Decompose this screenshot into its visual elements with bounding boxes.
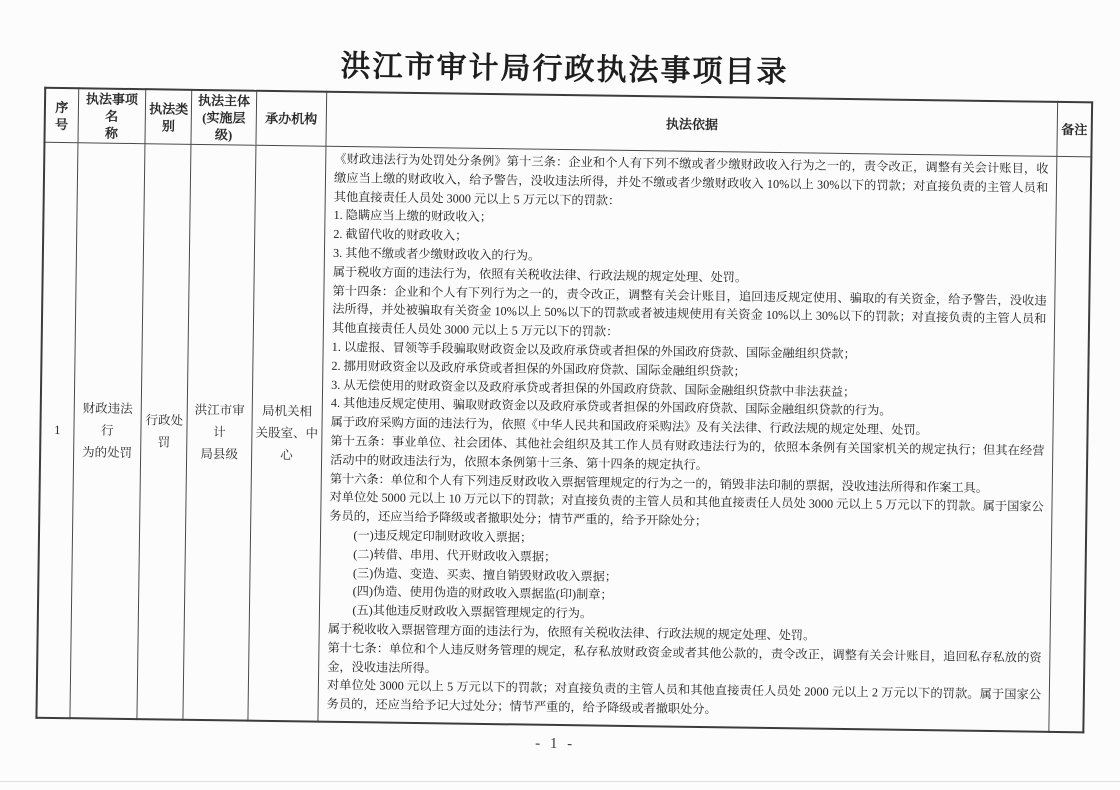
page-number: - 1 - [535,735,576,753]
page-title: 洪江市审计局行政执法事项目录 [340,49,789,90]
cell-remarks [1049,156,1091,732]
cell-subject: 洪江市审计 局县级 [183,144,255,720]
cell-organization: 局机关相 关股室、中 心 [248,145,326,721]
cell-item-name: 财政违法行 为的处罚 [70,143,145,719]
col-header-subject: 执法主体 (实施层级) [191,90,256,145]
scan-edge-artifact [0,781,1120,782]
col-header-category: 执法类 别 [145,89,192,144]
table-row [36,142,1091,732]
cell-legal-basis: 《财政违法行为处罚处分条例》第十三条：企业和个人有下列不缴或者少缴财政收入行为之一的，责令改正，调整有关会计账目，收缴应当上缴的财政收入，给予警告，没收违法所得，并处不缴或者少缴财政收入 10%以上 30%以下的罚款；对直接负责的主管人员和其他直接责任人员处 3000 元以上 5 万元以下的罚款： 1. 隐瞒应当上缴的财政收入； 2. 截留代收的财政收入； 3. 其他不缴或者少缴财政收入的行为。 属于税收方面的违法行为，依照有关税收法律、行政法规的规定处理、处罚。 第十四条：企业和个人有下列行为之一的，责令改正，调整有关会计账目，追回违反规定使用、骗取的有关资金，给予警告，没收违法所得，并处被骗取有关资金 10%以上 50%以下的罚款或者被违规使用有关资金 10%以上 30%以下的罚款；对直接负责的主管人员和其他直接责任人员处 3000 元以上 5 万元以下的罚款： 1. 以虚报、冒领等手段骗取财政资金以及政府承贷或者担保的外国政府贷款、国际金融组织贷款； 2. 挪用财政资金以及政府承贷或者担保的外国政府贷款、国际金融组织贷款； 3. 从无偿使用的财政资金以及政府承贷或者担保的外国政府贷款、国际金融组织贷款中非法获益； 4. 其他违反规定使用、骗取财政资金以及政府承贷或者担保的外国政府贷款、国际金融组织贷款的行为。 属于政府采购方面的违法行为，依照《中华人民共和国政府采购法》及有关法律、行政法规的规定处理、处罚。 第十五条：事业单位、社会团体、其他社会组织及其工作人员有财政违法行为的，依照本条例有关国家机关的规定执行；但其在经营活动中的财政违法行为，依照本条例第十三条、第十四条的规定执行。 第十六条：单位和个人有下列违反财政收入票据管理规定的行为之一的，销毁非法印制的票据，没收违法所得和作案工具。 对单位处 5000 元以上 10 万元以下的罚款；对直接负责的主管人员和其他直接责任人员处 3000 元以上 5 万元以下的罚款。属于国家公务员的，还应当给予降级或者撤职处分；情节严重的，给予开除处分； (一)违反规定印制财政收入票据； (二)转借、串用、代开财政收入票据； (三)伪造、变造、买卖、擅自销毁财政收入票据； (四)伪造、使用伪造的财政收入票据监(印)制章； (五)其他违反财政收入票据管理规定的行为。 属于税收收入票据管理方面的违法行为，依照有关税收法律、行政法规的规定处理、处罚。 第十七条：单位和个人违反财务管理的规定，私存私放财政资金或者其他公款的，责令改正，调整有关会计账目，追回私存私放的资金，没收违法所得。 对单位处 3000 元以上 5 万元以下的罚款；对直接负责的主管人员和其他直接责任人员处 2000 元以上 2 万元以下的罚款。属于国家公务员的，还应当给予记大过处分；情节严重的，给予降级或者撤职处分。 [318,146,1057,732]
law-enforcement-catalog-table [35,87,1093,734]
cell-index: 1 [36,142,77,718]
col-header-index: 序 号 [44,88,78,143]
col-header-legal-basis: 执法依据 [326,92,1058,157]
col-header-organization: 承办机构 [256,91,327,146]
col-header-remarks: 备注 [1057,102,1092,157]
col-header-item-name: 执法事项名 称 [78,88,146,143]
cell-category: 行政处 罚 [137,144,191,720]
